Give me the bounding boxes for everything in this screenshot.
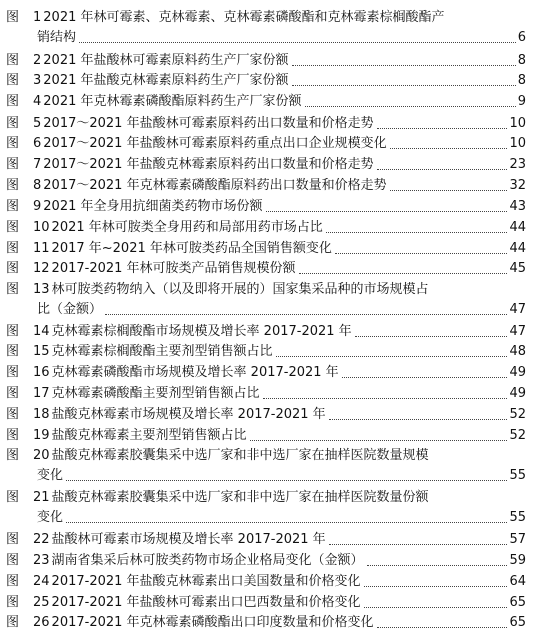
entry-title: 克林霉素棕榈酸酯主要剂型销售额占比 bbox=[51, 344, 273, 359]
toc-entry[interactable] bbox=[6, 155, 526, 175]
entry-number: 11 bbox=[33, 241, 50, 256]
toc-entry[interactable] bbox=[6, 363, 526, 383]
entry-page: 55 bbox=[509, 468, 526, 483]
entry-page: 44 bbox=[509, 241, 526, 256]
toc-entry[interactable] bbox=[6, 280, 526, 320]
dot-leader bbox=[367, 564, 508, 566]
dot-leader bbox=[263, 397, 508, 399]
entry-number: 20 bbox=[33, 448, 50, 463]
dot-leader bbox=[79, 41, 516, 43]
entry-title: 盐酸克林霉素市场规模及增长率 2017-2021 年 bbox=[51, 407, 326, 422]
entry-page: 49 bbox=[509, 386, 526, 401]
entry-number: 17 bbox=[33, 386, 50, 401]
entry-label: 图 bbox=[6, 10, 20, 25]
dot-leader bbox=[250, 439, 508, 441]
toc-entry[interactable] bbox=[6, 51, 526, 71]
entry-page: 48 bbox=[509, 344, 526, 359]
dot-leader bbox=[329, 418, 508, 420]
entry-number: 24 bbox=[33, 574, 50, 589]
entry-number: 22 bbox=[33, 532, 50, 547]
entry-title: 2021 年林可胺类全身用药和局部用药市场占比 bbox=[51, 220, 323, 235]
entry-page: 43 bbox=[509, 199, 526, 214]
entry-title: 2017-2021 年盐酸林可霉素出口巴西数量和价格变化 bbox=[51, 595, 361, 610]
toc-entry[interactable] bbox=[6, 92, 526, 112]
toc-entry[interactable] bbox=[6, 71, 526, 91]
toc-entry[interactable] bbox=[6, 8, 526, 48]
toc-entry[interactable] bbox=[6, 384, 526, 404]
dot-leader bbox=[342, 376, 508, 378]
entry-number: 19 bbox=[33, 428, 50, 443]
entry-title: 林可胺类药物纳入（以及即将开展的）国家集采品种的市场规模占 bbox=[51, 282, 429, 297]
entry-page: 8 bbox=[517, 73, 526, 88]
entry-title: 盐酸克林霉素主要剂型销售额占比 bbox=[51, 428, 247, 443]
entry-title: 2017-2021 年林可胺类产品销售规模份额 bbox=[51, 261, 296, 276]
entry-number: 4 bbox=[33, 94, 42, 109]
entry-title: 2017～2021 年盐酸林可霉素原料药出口数量和价格走势 bbox=[43, 116, 374, 131]
entry-title-continued: 变化 bbox=[37, 510, 64, 525]
entry-number: 9 bbox=[33, 199, 42, 214]
entry-title: 2021 年全身用抗细菌类药物市场份额 bbox=[43, 199, 263, 214]
entry-page: 32 bbox=[509, 178, 526, 193]
entry-page: 44 bbox=[509, 220, 526, 235]
entry-label: 图 bbox=[6, 136, 20, 151]
entry-number: 7 bbox=[33, 157, 42, 172]
entry-label: 图 bbox=[6, 365, 20, 380]
entry-title: 2017～2021 年盐酸克林霉素原料药出口数量和价格走势 bbox=[43, 157, 374, 172]
entry-label: 图 bbox=[6, 116, 20, 131]
toc-entry[interactable] bbox=[6, 488, 526, 528]
entry-number: 23 bbox=[33, 553, 50, 568]
entry-title: 2021 年克林霉素磷酸酯原料药生产厂家份额 bbox=[43, 94, 302, 109]
toc-entry[interactable] bbox=[6, 176, 526, 196]
dot-leader bbox=[364, 606, 508, 608]
entry-page: 9 bbox=[517, 94, 526, 109]
dot-leader bbox=[377, 168, 508, 170]
entry-number: 21 bbox=[33, 490, 50, 505]
entry-label: 图 bbox=[6, 282, 20, 297]
dot-leader bbox=[266, 210, 508, 212]
entry-page: 23 bbox=[509, 157, 526, 172]
entry-label: 图 bbox=[6, 553, 20, 568]
entry-title: 2017 年~2021 年林可胺类药品全国销售额变化 bbox=[51, 241, 332, 256]
dot-leader bbox=[66, 479, 507, 481]
dot-leader bbox=[276, 355, 508, 357]
dot-leader bbox=[377, 127, 508, 129]
entry-title: 2021 年林可霉素、克林霉素、克林霉素磷酸酯和克林霉素棕榈酸酯产 bbox=[43, 10, 445, 25]
entry-title: 克林霉素磷酸酯主要剂型销售额占比 bbox=[51, 386, 260, 401]
entry-title: 2017-2021 年盐酸克林霉素出口美国数量和价格变化 bbox=[51, 574, 361, 589]
entry-number: 26 bbox=[33, 615, 50, 630]
dot-leader bbox=[305, 105, 516, 107]
entry-number: 10 bbox=[33, 220, 50, 235]
entry-title: 盐酸克林霉素胶囊集采中选厂家和非中选厂家在抽样医院数量规模 bbox=[51, 448, 429, 463]
toc-entry[interactable] bbox=[6, 342, 526, 362]
toc-entry[interactable] bbox=[6, 446, 526, 486]
entry-title-continued: 变化 bbox=[37, 468, 64, 483]
entry-title-continued: 销结构 bbox=[37, 30, 77, 45]
toc-entry[interactable] bbox=[6, 530, 526, 550]
entry-number: 5 bbox=[33, 116, 42, 131]
entry-number: 1 bbox=[33, 10, 42, 25]
toc-entry[interactable] bbox=[6, 593, 526, 613]
entry-label: 图 bbox=[6, 94, 20, 109]
entry-label: 图 bbox=[6, 344, 20, 359]
entry-title: 2017～2021 年克林霉素磷酸酯原料药出口数量和价格走势 bbox=[43, 178, 387, 193]
entry-label: 图 bbox=[6, 574, 20, 589]
entry-label: 图 bbox=[6, 490, 20, 505]
toc-entry[interactable] bbox=[6, 259, 526, 279]
entry-number: 16 bbox=[33, 365, 50, 380]
entry-title: 2017-2021 年克林霉素磷酸酯出口印度数量和价格变化 bbox=[51, 615, 374, 630]
toc-entry[interactable] bbox=[6, 405, 526, 425]
entry-title: 2021 年盐酸林可霉素原料药生产厂家份额 bbox=[43, 53, 289, 68]
entry-label: 图 bbox=[6, 220, 20, 235]
entry-page: 10 bbox=[509, 136, 526, 151]
dot-leader bbox=[364, 585, 508, 587]
entry-title: 盐酸克林霉素胶囊集采中选厂家和非中选厂家在抽样医院数量份额 bbox=[51, 490, 429, 505]
toc-entry[interactable] bbox=[6, 322, 526, 342]
entry-label: 图 bbox=[6, 53, 20, 68]
entry-title: 克林霉素磷酸酯市场规模及增长率 2017-2021 年 bbox=[51, 365, 339, 380]
entry-title-continued: 比（金额） bbox=[37, 302, 103, 317]
entry-title: 2017～2021 年盐酸林可霉素原料药重点出口企业规模变化 bbox=[43, 136, 387, 151]
entry-label: 图 bbox=[6, 241, 20, 256]
entry-title: 湖南省集采后林可胺类药物市场企业格局变化（金额） bbox=[51, 553, 364, 568]
dot-leader bbox=[390, 189, 508, 191]
entry-label: 图 bbox=[6, 532, 20, 547]
entry-page: 59 bbox=[509, 553, 526, 568]
entry-number: 3 bbox=[33, 73, 42, 88]
toc-entry[interactable] bbox=[6, 551, 526, 571]
toc-entry[interactable] bbox=[6, 218, 526, 238]
entry-page: 65 bbox=[509, 615, 526, 630]
dot-leader bbox=[377, 626, 508, 628]
dot-leader bbox=[292, 64, 516, 66]
entry-page: 6 bbox=[517, 30, 526, 45]
entry-page: 55 bbox=[509, 510, 526, 525]
entry-label: 图 bbox=[6, 324, 20, 339]
entry-page: 64 bbox=[509, 574, 526, 589]
entry-page: 57 bbox=[509, 532, 526, 547]
toc-entry[interactable] bbox=[6, 426, 526, 446]
entry-label: 图 bbox=[6, 428, 20, 443]
dot-leader bbox=[355, 335, 508, 337]
entry-page: 52 bbox=[509, 428, 526, 443]
toc-entry[interactable] bbox=[6, 134, 526, 154]
entry-number: 18 bbox=[33, 407, 50, 422]
entry-label: 图 bbox=[6, 407, 20, 422]
entry-page: 65 bbox=[509, 595, 526, 610]
dot-leader bbox=[292, 84, 516, 86]
entry-label: 图 bbox=[6, 261, 20, 276]
entry-page: 47 bbox=[509, 324, 526, 339]
toc-entry[interactable] bbox=[6, 197, 526, 217]
entry-label: 图 bbox=[6, 73, 20, 88]
toc-entry[interactable] bbox=[6, 572, 526, 592]
entry-label: 图 bbox=[6, 386, 20, 401]
dot-leader bbox=[299, 272, 508, 274]
toc-entry[interactable] bbox=[6, 239, 526, 259]
entry-number: 2 bbox=[33, 53, 42, 68]
entry-label: 图 bbox=[6, 199, 20, 214]
entry-label: 图 bbox=[6, 615, 20, 630]
entry-title: 盐酸林可霉素市场规模及增长率 2017-2021 年 bbox=[51, 532, 326, 547]
dot-leader bbox=[66, 521, 507, 523]
toc-entry[interactable] bbox=[6, 114, 526, 134]
entry-page: 49 bbox=[509, 365, 526, 380]
dot-leader bbox=[105, 313, 507, 315]
entry-number: 25 bbox=[33, 595, 50, 610]
entry-label: 图 bbox=[6, 595, 20, 610]
dot-leader bbox=[335, 252, 508, 254]
entry-page: 52 bbox=[509, 407, 526, 422]
entry-number: 14 bbox=[33, 324, 50, 339]
entry-number: 15 bbox=[33, 344, 50, 359]
entry-page: 8 bbox=[517, 53, 526, 68]
entry-page: 45 bbox=[509, 261, 526, 276]
entry-label: 图 bbox=[6, 157, 20, 172]
entry-number: 8 bbox=[33, 178, 42, 193]
dot-leader bbox=[329, 543, 508, 545]
entry-title: 克林霉素棕榈酸酯市场规模及增长率 2017-2021 年 bbox=[51, 324, 352, 339]
dot-leader bbox=[326, 231, 508, 233]
entry-number: 13 bbox=[33, 282, 50, 297]
entry-title: 2021 年盐酸克林霉素原料药生产厂家份额 bbox=[43, 73, 289, 88]
entry-number: 12 bbox=[33, 261, 50, 276]
entry-number: 6 bbox=[33, 136, 42, 151]
dot-leader bbox=[390, 147, 508, 149]
entry-page: 47 bbox=[509, 302, 526, 317]
entry-label: 图 bbox=[6, 448, 20, 463]
entry-page: 10 bbox=[509, 116, 526, 131]
toc-entry[interactable] bbox=[6, 613, 526, 633]
entry-label: 图 bbox=[6, 178, 20, 193]
